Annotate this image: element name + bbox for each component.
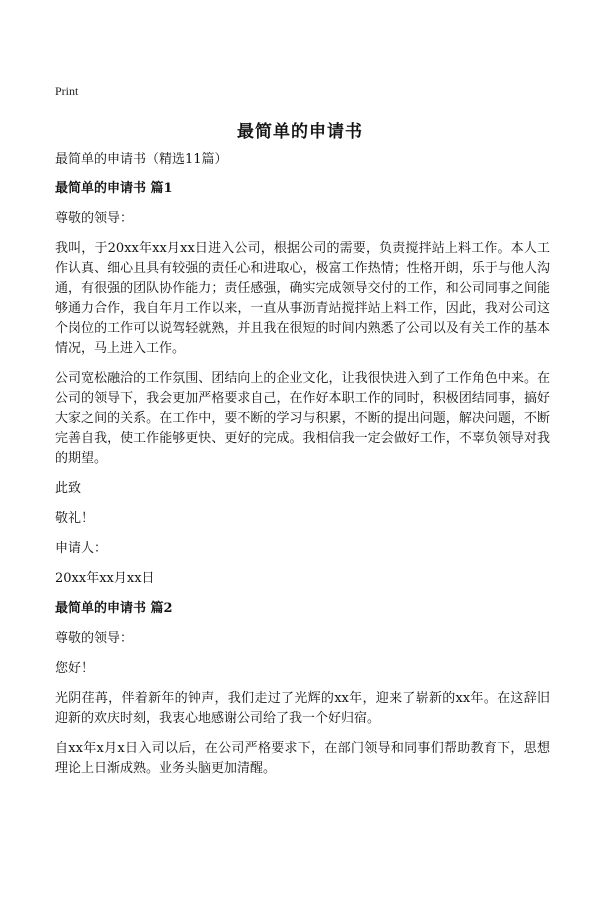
document-body (55, 150, 550, 789)
greeting: 尊敬的领导： (55, 631, 134, 646)
applicant-label: 申请人： (55, 541, 108, 556)
paragraph: 公司宽松融洽的工作氛围、团结向上的企业文化，让我很快进入到了工作角色中来。在公司的领导下，我会更加严格要求自己，在作好本职工作的同时，积极团结同事，搞好大家之间的关系。在工作中，要不断的学习与积累，不断的提出问题，解决问题，不断完善自我，使工作能够更快、更好的完成。我相信我一定会做好工作，不辜负领导对我的期望。 (55, 371, 550, 466)
paragraph: 自xx年x月x日入司以后，在公司严格要求下，在部门领导和同事们帮助教育下，思想理论上日渐成熟。业务头脑更加清醒。 (55, 741, 550, 776)
signature-date: 20xx年xx月xx日 (55, 571, 155, 586)
section-heading: 最简单的申请书 篇2 (55, 601, 173, 616)
document-subtitle: 最简单的申请书（精选11篇） (55, 152, 228, 167)
section-heading: 最简单的申请书 篇1 (55, 181, 173, 196)
document-title: 最简单的申请书 (237, 122, 363, 142)
print-label: Print (55, 84, 79, 98)
paragraph: 光阴荏苒，伴着新年的钟声，我们走过了光辉的xx年，迎来了崭新的xx年。在这辞旧迎新的欢庆时刻，我衷心地感谢公司给了我一个好归宿。 (55, 691, 550, 726)
paragraph: 我叫，于20xx年xx月xx日进入公司，根据公司的需要，负责搅拌站上料工作。本人工作认真、细心且具有较强的责任心和进取心，极富工作热情；性格开朗，乐于与他人沟通，有很强的团队协作能力；责任感强，确实完成领导交付的工作，和公司同事之间能够通力合作，我自年月工作以来，一直从事沥青站搅拌站上料工作，因此，我对公司这个岗位的工作可以说驾轻就熟，并且我在很短的时间内熟悉了公司以及有关工作的基本情况，马上进入工作。 (55, 241, 550, 356)
greeting: 尊敬的领导： (55, 211, 134, 226)
closing: 此致 (55, 481, 82, 496)
hello: 您好！ (55, 661, 95, 676)
salute: 敬礼！ (55, 511, 95, 526)
